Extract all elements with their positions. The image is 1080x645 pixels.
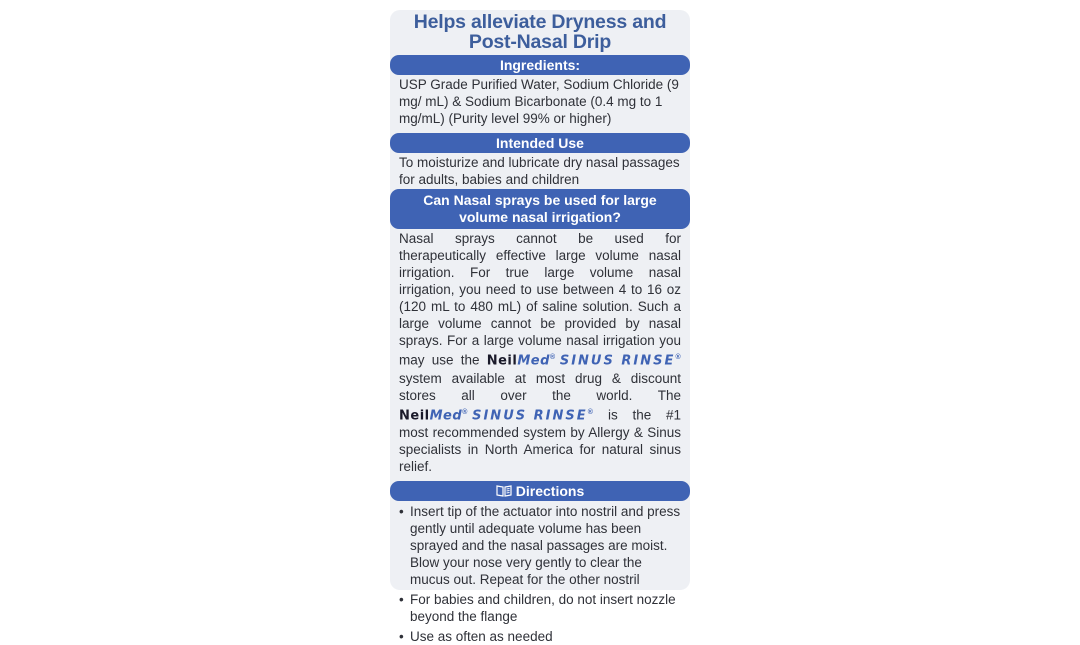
irrigation-answer-text (390, 230, 690, 475)
ingredients-header: Ingredients: (390, 55, 690, 75)
answer-part-1: Nasal sprays cannot be used for therapeutically effective large volume nasal irrigation. For true large volume nasal irrigation, you need to use between 4 to 16 oz (120 mL to 480 mL) of saline solution. Such a large volume cannot be provided by nasal sprays. For a large volume nasal irrigation you may use the (399, 231, 681, 368)
directions-header (390, 481, 690, 501)
intended-use-header: Intended Use (390, 133, 690, 153)
headline (390, 12, 690, 52)
directions-list (390, 503, 690, 645)
book-icon (496, 482, 512, 502)
neilmed-sinus-rinse-logo-2: NeilMed® SINUS RINSE® (399, 408, 594, 423)
neilmed-sinus-rinse-logo: NeilMed® SINUS RINSE® (486, 353, 681, 369)
answer-part-3-pre: The (657, 387, 681, 403)
direction-item: • Insert tip of the actuator into nostril and press gently until adequate volume has been sprayed and the nasal passages are moist. Blow your nose very gently to clear the mucus out. Repeat for the other nostril (399, 503, 681, 588)
answer-part-2: system available at most drug & discount stores all over the world. (399, 370, 681, 403)
question-line-2: volume nasal irrigation? (459, 209, 621, 225)
product-label-panel (390, 10, 690, 644)
directions-title: Directions (515, 483, 585, 499)
direction-item: • For babies and children, do not insert nozzle beyond the flange (399, 591, 681, 625)
intended-use-text: To moisturize and lubricate dry nasal passages for adults, babies and children (399, 155, 680, 187)
irrigation-question-header (390, 189, 690, 229)
direction-item: • Use as often as needed (399, 628, 681, 645)
ingredients-text: USP Grade Purified Water, Sodium Chloride (9 mg/ mL) & Sodium Bicarbonate (0.4 mg to 1 mg/mL) (Purity level 99% or higher) (399, 77, 679, 126)
headline-line-2: Post-Nasal Drip (468, 31, 612, 53)
headline-line-1: Helps alleviate Dryness and (413, 11, 667, 33)
answer-part-3-post: is the #1 most recommended system by Allergy & Sinus specialists in North America for natural sinus relief. (399, 407, 681, 474)
question-line-1: Can Nasal sprays be used for large (423, 192, 657, 208)
